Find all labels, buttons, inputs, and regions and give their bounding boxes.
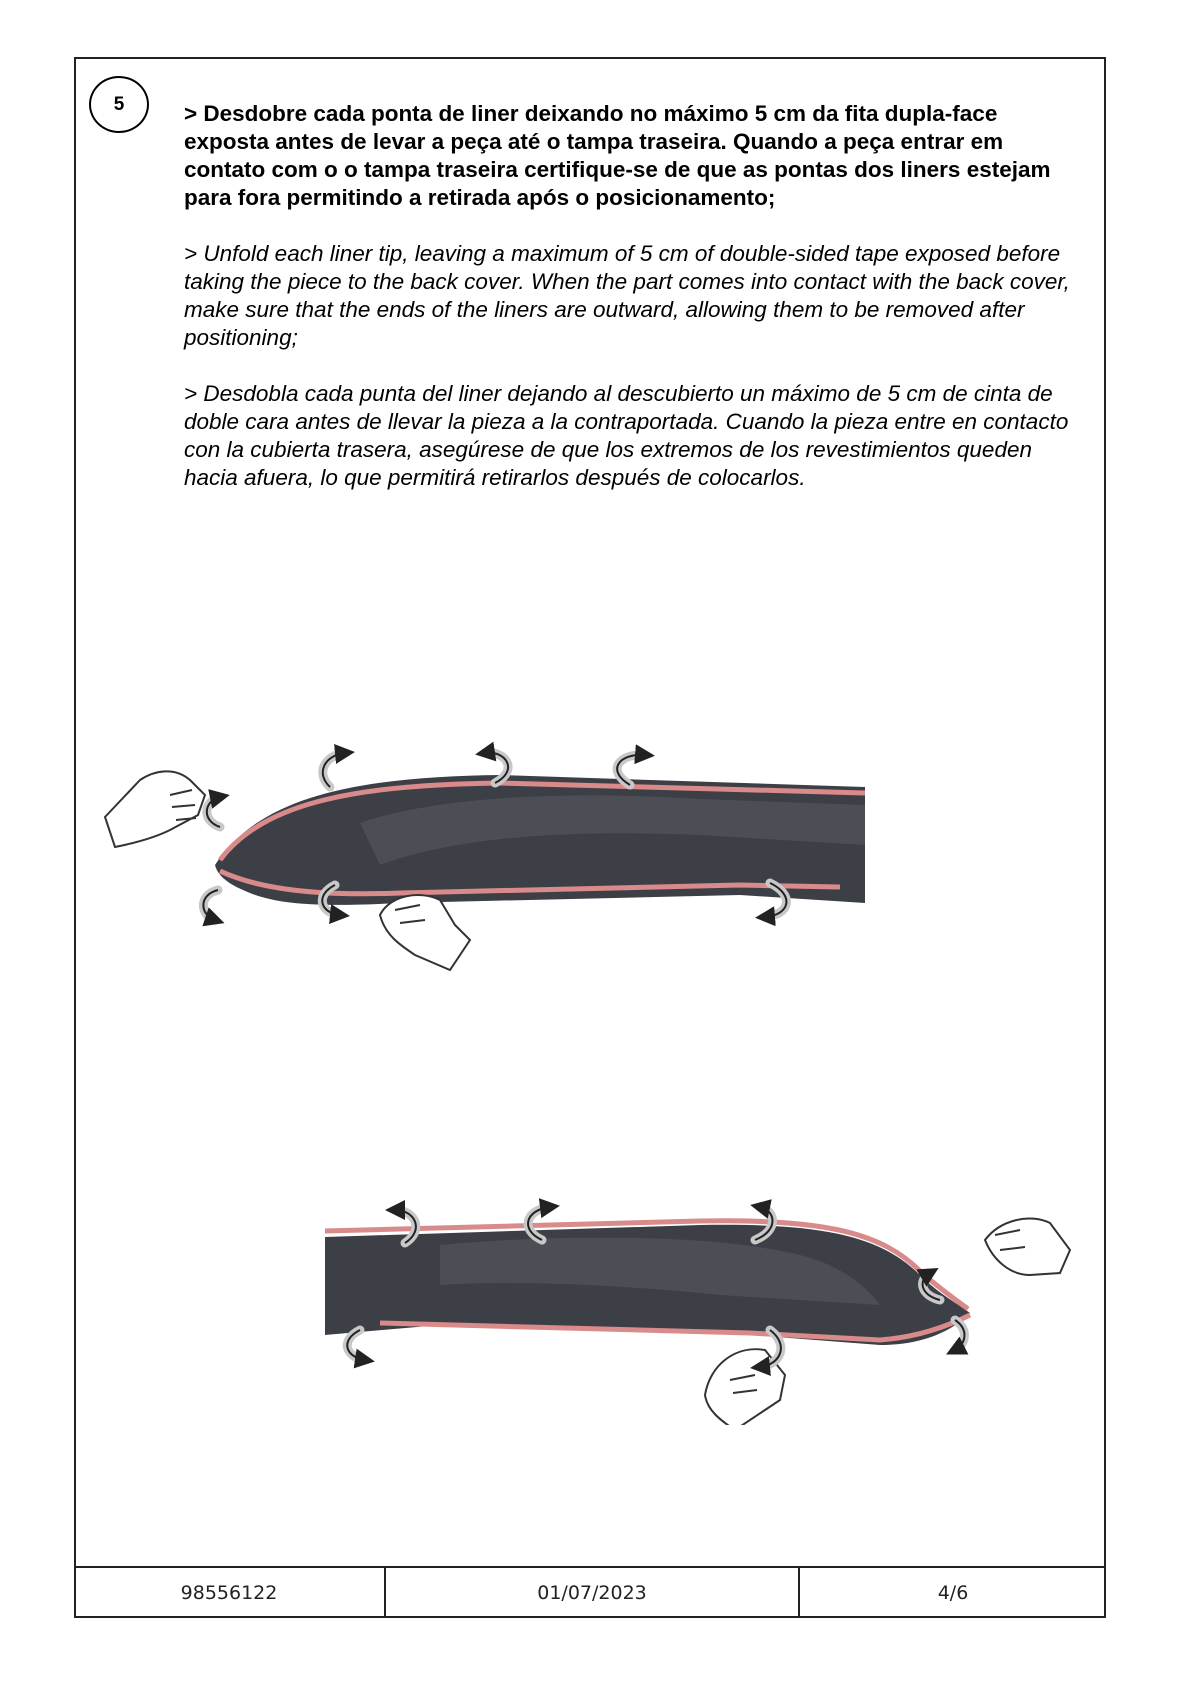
step-number: 5 xyxy=(113,93,125,115)
instruction-en: > Unfold each liner tip, leaving a maximum of 5 cm of double-sided tape exposed before taking the piece to the back cover. When the part comes into contact with the back cover, make sure that the ends of the liners are outward, allowing them to be removed after positioning; xyxy=(184,241,1070,350)
footer-page: 4/6 xyxy=(937,1582,969,1604)
step-number-badge xyxy=(89,76,149,133)
footer-part-number: 98556122 xyxy=(74,1568,386,1618)
hand-icon xyxy=(105,771,205,847)
left-end-figure xyxy=(100,735,870,975)
instruction-pt: > Desdobre cada ponta de liner deixando no máximo 5 cm da fita dupla-face exposta antes de levar a peça até o tampa traseira. Quando a peça entrar em contato com o o tampa traseira certifique-se de que as pontas dos liners estejam para fora permitindo a retirada após o posicionamento; xyxy=(184,101,1051,210)
footer-date: 01/07/2023 xyxy=(386,1568,800,1618)
hand-icon xyxy=(985,1218,1070,1275)
footer-table xyxy=(74,1566,1106,1618)
hand-icon xyxy=(380,895,470,970)
instruction-es: > Desdobla cada punta del liner dejando al descubierto un máximo de 5 cm de cinta de doble cara antes de llevar la pieza a la contraportada. Cuando la pieza entre en contacto con la cubierta trasera, asegúrese de que los extremos de los revestimientos queden hacia afuera, lo que permitirá retirarlos después de colocarlos. xyxy=(184,381,1069,490)
right-end-figure xyxy=(320,1185,1090,1425)
instruction-text xyxy=(184,100,1084,520)
